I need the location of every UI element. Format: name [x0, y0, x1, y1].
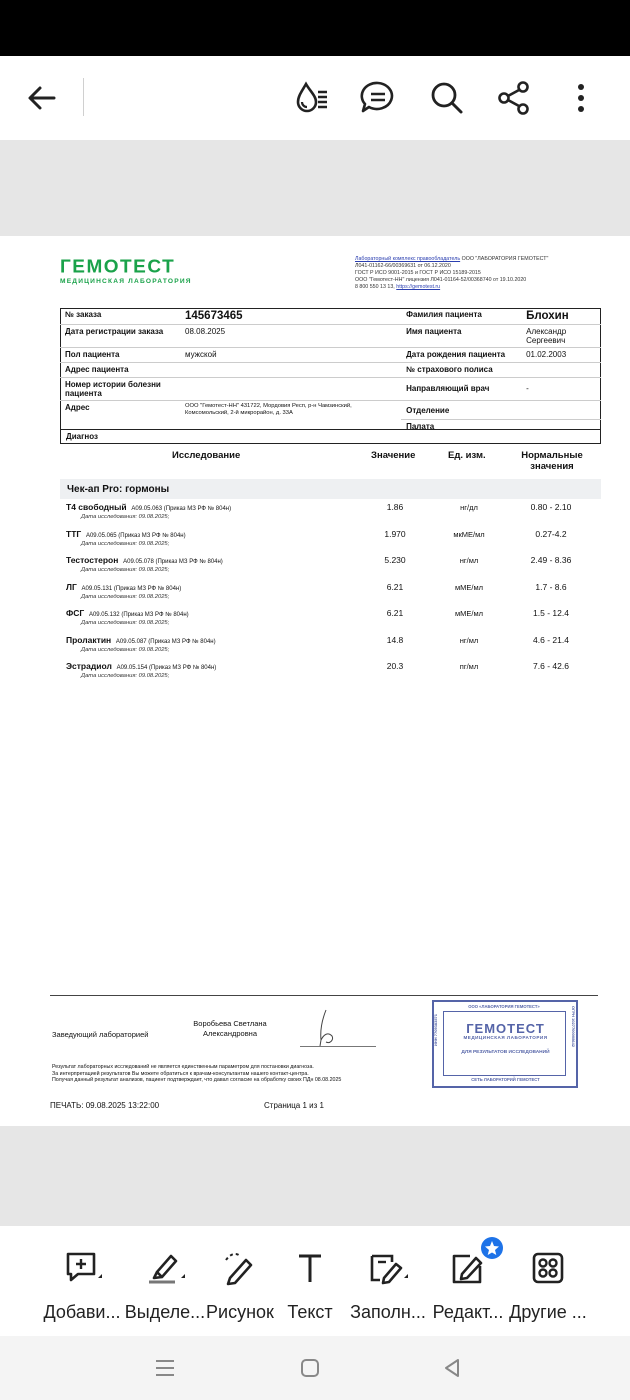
page-number: Страница 1 из 1	[264, 1101, 324, 1110]
test-date: Дата исследования: 09.08.2025;	[81, 646, 170, 653]
footer-divider	[50, 995, 598, 996]
test-name-cell	[66, 635, 216, 645]
lab-info-gost: ГОСТ Р ИСО 9001-2015 и ГОСТ Р ИСО 15189-2015	[355, 270, 481, 276]
result-row	[60, 529, 601, 556]
test-value: 20.3	[386, 661, 404, 671]
disclaimer-line-1: Результат лабораторных исследований не является единственным параметром для постановки диагноза.	[52, 1064, 314, 1070]
stamp-right-text: ОГРН 1027700008642	[571, 1006, 576, 1047]
toolbar-divider	[83, 78, 84, 116]
document-page[interactable]	[0, 236, 630, 1126]
disclaimer-line-2: За интерпретацией результатов Вы можете обратиться к врачам-консультантам нашего контакт-центра.	[52, 1070, 309, 1077]
test-norm: 0.27-4.2	[535, 528, 567, 539]
policy-value	[521, 363, 601, 378]
test-name-cell	[66, 661, 216, 671]
test-name-cell	[66, 529, 186, 539]
back-arrow-icon[interactable]	[24, 80, 60, 116]
result-row	[60, 502, 601, 529]
tool-more[interactable]	[506, 1248, 590, 1323]
surname-label: Фамилия пациента	[406, 310, 482, 319]
name-value: Александр Сергеевич	[521, 325, 601, 348]
test-date: Дата исследования: 09.08.2025;	[81, 567, 170, 573]
result-row	[60, 582, 601, 609]
disclaimer-line-3: Получая данный результат анализов, пациент подтверждает, что давал согласие на обработку своих ПДн 08.08.2025	[52, 1077, 342, 1084]
system-nav-bar	[0, 1336, 630, 1400]
lab-info-link[interactable]: Лабораторный комплекс правообладатель	[355, 256, 461, 262]
more-tools-icon	[526, 1248, 570, 1288]
test-unit: нг/мл	[459, 556, 479, 565]
test-value: 14.8	[386, 634, 404, 645]
logo-text: ГЕМОТЕСТ	[60, 257, 176, 278]
signature	[312, 1006, 342, 1048]
test-name-cell	[66, 582, 181, 592]
status-bar	[0, 0, 630, 56]
tool-label: Текст	[287, 1302, 333, 1322]
test-date: Дата исследования: 09.08.2025;	[81, 593, 170, 600]
test-name: ЛГ	[66, 581, 77, 592]
test-norm: 2.49 - 8.36	[530, 555, 572, 565]
address-value: ООО "Гемотест-НН" 431722, Мордовия Респ, р-н Чамзинский, Комсомольский, 2-й микрорайон, д. 33А	[180, 401, 401, 420]
test-name: ФСГ	[66, 608, 85, 618]
tool-label: Другие ...	[509, 1302, 587, 1322]
test-name: Эстрадиол	[66, 661, 112, 671]
test-date: Дата исследования: 09.08.2025;	[81, 514, 170, 520]
tool-label: Добави...	[43, 1302, 121, 1322]
stamp-top-text: ООО «ЛАБОРАТОРИЯ ГЕМОТЕСТ»	[468, 1004, 540, 1009]
print-date: ПЕЧАТЬ: 09.08.2025 13:22:00	[50, 1101, 160, 1110]
test-date: Дата исследования: 09.08.2025;	[81, 673, 170, 679]
test-code: A09.05.087 (Приказ МЗ РФ № 804н)	[115, 638, 216, 645]
test-norm: 4.6 - 21.4	[533, 634, 569, 645]
patient-address-label: Адрес пациента	[60, 363, 180, 378]
reg-date-label: Дата регистрации заказа	[60, 325, 180, 348]
test-unit: нг/дл	[460, 503, 478, 512]
test-name: ТТГ	[66, 528, 82, 539]
fill-sign-icon	[366, 1248, 410, 1288]
viewer-background	[0, 140, 630, 236]
stamp-sub-text: МЕДИЦИНСКАЯ ЛАБОРАТОРИЯ	[463, 1035, 548, 1040]
test-name: Тестостерон	[66, 555, 119, 565]
order-value: 145673465	[185, 310, 243, 322]
test-code: A09.05.132 (Приказ МЗ РФ № 804н)	[88, 612, 189, 618]
test-value: 1.86	[386, 502, 404, 512]
gemotest-logo	[60, 258, 192, 285]
sex-label: Пол пациента	[60, 348, 180, 363]
search-icon[interactable]	[427, 78, 467, 118]
logo-subtitle: МЕДИЦИНСКАЯ ЛАБОРАТОРИЯ	[60, 278, 192, 285]
result-row	[60, 635, 601, 662]
col-test-header: Исследование	[172, 450, 241, 461]
tool-label: Выделе...	[124, 1302, 206, 1322]
test-code: A09.05.063 (Приказ МЗ РФ № 804н)	[131, 506, 232, 512]
test-value: 1.970	[384, 528, 406, 539]
department-label: Отделение	[401, 401, 521, 420]
history-label: Номер истории болезни пациента	[60, 378, 180, 401]
add-comment-icon	[60, 1248, 104, 1288]
tool-label: Рисунок	[206, 1302, 274, 1322]
diagnosis-label: Диагноз	[66, 432, 98, 441]
doctor-label: Направляющий врач	[401, 378, 521, 401]
tool-label: Редакт...	[432, 1302, 504, 1322]
results-list	[60, 502, 601, 688]
col-unit-header: Ед. изм.	[448, 450, 486, 461]
lab-info-owner: ООО "ЛАБОРАТОРИЯ ГЕМОТЕСТ"	[460, 256, 549, 262]
test-name: Т4 свободный	[66, 502, 127, 512]
test-value: 5.230	[384, 555, 406, 565]
highlight-icon	[143, 1248, 187, 1288]
more-icon[interactable]	[561, 78, 601, 118]
viewer-background-bottom	[0, 1126, 630, 1226]
dob-value: 01.02.2003	[521, 348, 601, 363]
top-app-bar	[0, 56, 630, 140]
test-code: A09.05.131 (Приказ МЗ РФ № 804н)	[81, 585, 182, 592]
col-norm-header: Нормальные значения	[521, 450, 583, 472]
test-name: Пролактин	[66, 634, 112, 645]
result-row	[60, 555, 601, 582]
nav-back-icon[interactable]	[440, 1356, 464, 1380]
tool-add-comment[interactable]	[40, 1248, 124, 1323]
test-name-cell	[66, 608, 189, 618]
department-value	[521, 401, 601, 420]
test-norm: 0.80 - 2.10	[530, 502, 572, 512]
tool-edit[interactable]	[426, 1248, 510, 1323]
tool-text[interactable]	[268, 1248, 352, 1323]
doctor-value: -	[521, 378, 601, 401]
test-name-cell	[66, 502, 231, 512]
tool-fill-sign[interactable]	[346, 1248, 430, 1323]
stamp-main-text: ГЕМОТЕСТ	[466, 1021, 545, 1036]
test-unit: пг/мл	[459, 662, 479, 671]
result-row	[60, 661, 601, 688]
test-value: 6.21	[386, 581, 404, 592]
lab-stamp	[432, 1000, 578, 1088]
stamp-bottom-text: СЕТЬ ЛАБОРАТОРИЙ ГЕМОТЕСТ	[471, 1077, 540, 1082]
head-name: Воробьева Светлана Александровна	[193, 1019, 267, 1038]
test-date: Дата исследования: 09.08.2025;	[81, 620, 170, 626]
comments-icon[interactable]	[358, 78, 398, 118]
signature-line	[300, 1046, 376, 1047]
draw-icon	[218, 1248, 262, 1288]
home-icon[interactable]	[298, 1356, 322, 1380]
address-label: Адрес	[60, 401, 180, 420]
name-label: Имя пациента	[401, 325, 521, 348]
order-label: № заказа	[65, 310, 102, 319]
patient-address-value	[180, 363, 401, 378]
lab-info	[355, 256, 605, 291]
bottom-toolbar	[0, 1226, 630, 1336]
test-code: A09.05.154 (Приказ МЗ РФ № 804н)	[116, 665, 217, 671]
test-unit: мМЕ/мл	[454, 582, 484, 592]
head-label: Заведующий лабораторией	[52, 1030, 149, 1039]
lab-info-site-link[interactable]: https://gemotest.ru	[396, 284, 441, 290]
test-norm: 7.6 - 42.6	[533, 661, 569, 671]
test-code: A09.05.065 (Приказ МЗ РФ № 804н)	[85, 532, 186, 539]
test-name-cell	[66, 555, 223, 565]
test-value: 6.21	[386, 608, 404, 618]
test-date: Дата исследования: 09.08.2025;	[81, 540, 170, 547]
test-norm: 1.7 - 8.6	[535, 581, 567, 592]
share-icon[interactable]	[494, 78, 534, 118]
test-code: A09.05.078 (Приказ МЗ РФ № 804н)	[123, 559, 223, 565]
test-unit: нг/мл	[459, 635, 479, 645]
patient-info-table	[60, 308, 601, 434]
text-icon	[288, 1248, 332, 1288]
recent-apps-icon[interactable]	[152, 1356, 178, 1380]
tool-highlight[interactable]	[123, 1248, 207, 1323]
disclaimer	[52, 1064, 432, 1084]
history-value	[180, 378, 401, 401]
test-unit: мкМЕ/мл	[453, 529, 485, 539]
lab-info-license: Л041-01162-66/00369631 от 06.12.2020	[355, 263, 451, 269]
surname-value: Блохин	[526, 310, 569, 322]
col-value-header: Значение	[371, 450, 416, 461]
result-row	[60, 608, 601, 635]
test-norm: 1.5 - 12.4	[533, 608, 569, 618]
tool-label: Заполн...	[350, 1302, 426, 1322]
stamp-mid-text: ДЛЯ РЕЗУЛЬТАТОВ ИССЛЕДОВАНИЙ	[461, 1050, 550, 1055]
sex-value: мужской	[180, 348, 401, 363]
dob-label: Дата рождения пациента	[401, 348, 521, 363]
policy-label: № страхового полиса	[401, 363, 521, 378]
lab-info-license-nn: ООО "Гемотест-НН" лицензия Л041-01164-52/00368740 от 19.10.2020	[355, 277, 527, 283]
reg-date-value: 08.08.2025	[180, 325, 401, 348]
stamp-left-text: ИНН 7709383571	[433, 1013, 438, 1046]
reading-mode-icon[interactable]	[292, 78, 332, 118]
test-unit: мМЕ/мл	[454, 609, 484, 618]
lab-info-phone: 8 800 550 13 13,	[355, 284, 397, 290]
section-title: Чек-ап Pro: гормоны	[60, 479, 601, 499]
new-badge-icon	[480, 1236, 504, 1260]
ward-label: Палата	[401, 419, 521, 434]
diagnosis-row	[60, 430, 601, 444]
